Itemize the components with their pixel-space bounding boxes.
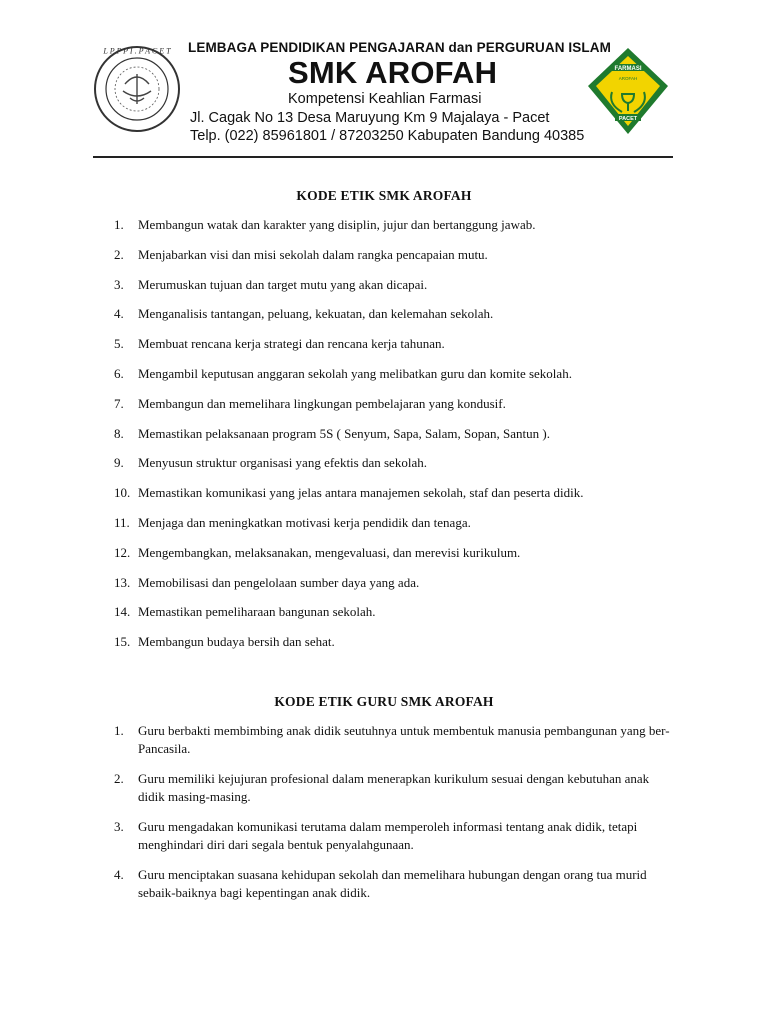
list-item [114,216,674,246]
letterhead [92,36,674,156]
item-number: 4. [114,867,124,882]
seal-lettering: L P P P I . P A C E T [103,46,171,56]
item-number: 8. [114,425,124,441]
item-number: 1. [114,217,124,232]
item-text: Mengembangkan, melaksanakan, mengevaluasi, dan merevisi kurikulum. [138,544,521,560]
item-number: 14. [114,604,131,620]
emblem-bottom-text: PACET [618,116,638,122]
list-item [114,574,674,604]
item-text: Membangun budaya bersih dan sehat. [138,634,335,650]
item-text: Merumuskan tujuan dan target mutu yang akan dicapai. [138,276,428,292]
list-item [114,633,674,663]
address: Jl. Cagak No 13 Desa Maruyung Km 9 Majalaya - Pacet [190,110,550,126]
item-number: 7. [114,395,124,411]
item-text: Menganalisis tantangan, peluang, kekuatan, dan kelemahan sekolah. [138,306,494,322]
letterhead-divider [93,156,673,158]
competency: Kompetensi Keahlian Farmasi [288,91,482,107]
list-item [114,603,674,633]
list-item [114,425,674,455]
item-number: 2. [114,246,124,262]
item-text: Menyusun struktur organisasi yang efektis dan sekolah. [138,455,427,471]
emblem-mid-text: AROFAH [618,76,638,81]
item-text: Membuat rencana kerja strategi dan rencana kerja tahunan. [138,336,445,352]
list-item [114,276,674,306]
item-number: 5. [114,336,124,352]
item-number: 11. [114,514,130,530]
item-number: 3. [114,819,124,834]
item-number: 4. [114,306,124,322]
emblem-top-text: FARMASI [614,66,642,72]
item-text: Guru berbakti membimbing anak didik seutuhnya untuk membentuk manusia pembangunan yang ber-Pancasila. [138,723,670,756]
list-item [114,454,674,484]
list-item [114,305,674,335]
item-text: Memastikan pelaksanaan program 5S ( Senyum, Sapa, Salam, Sopan, Santun ). [138,425,550,441]
item-text: Membangun dan memelihara lingkungan pembelajaran yang kondusif. [138,395,506,411]
item-number: 10. [114,485,131,501]
item-number: 1. [114,723,124,738]
section-title-kode-etik-guru: KODE ETIK GURU SMK AROFAH [274,694,494,709]
list-item [114,770,674,806]
item-text: Guru menciptakan suasana kehidupan sekolah dan memelihara hubungan dengan orang tua murid sebaik-baiknya bagi kepentingan anak didik. [138,867,647,900]
section-title-kode-etik-smk: KODE ETIK SMK AROFAH [296,188,472,203]
item-text: Memastikan pemeliharaan bangunan sekolah. [138,604,376,620]
item-text: Menjabarkan visi dan misi sekolah dalam rangka pencapaian mutu. [138,246,488,262]
pharmacy-emblem-logo [586,46,670,136]
list-item [114,722,674,758]
item-number: 9. [114,455,124,471]
list-item [114,335,674,365]
list-item [114,866,674,902]
item-number: 12. [114,544,131,560]
kode-etik-guru-list [114,722,674,914]
item-text: Mengambil keputusan anggaran sekolah yang melibatkan guru dan komite sekolah. [138,365,572,381]
item-text: Membangun watak dan karakter yang disiplin, jujur dan bertanggung jawab. [138,217,536,232]
list-item [114,544,674,574]
item-number: 15. [114,634,131,650]
item-number: 3. [114,276,124,292]
list-item [114,365,674,395]
item-number: 6. [114,365,124,381]
item-text: Guru mengadakan komunikasi terutama dalam memperoleh informasi tentang anak didik, tetapi menghindari diri dari segala bentuk penyalahgunaan. [138,819,638,852]
list-item [114,514,674,544]
item-text: Guru memiliki kejujuran profesional dalam menerapkan kurikulum sesuai dengan kebutuhan anak didik masing-masing. [138,771,650,804]
kode-etik-smk-list [114,216,674,663]
item-text: Memastikan komunikasi yang jelas antara manajemen sekolah, staf dan peserta didik. [138,485,584,501]
phone-line: Telp. (022) 85961801 / 87203250 Kabupaten Bandung 40385 [190,128,585,144]
item-text: Menjaga dan meningkatkan motivasi kerja pendidik dan tenaga. [138,514,471,530]
list-item [114,246,674,276]
school-name: SMK AROFAH [288,55,498,90]
item-text: Memobilisasi dan pengelolaan sumber daya yang ada. [138,574,420,590]
item-number: 2. [114,771,124,786]
list-item [114,395,674,425]
institution-name: LEMBAGA PENDIDIKAN PENGAJARAN dan PERGURUAN ISLAM [188,40,611,55]
list-item [114,484,674,514]
list-item [114,818,674,854]
institution-seal-logo [92,44,182,134]
item-number: 13. [114,574,131,590]
